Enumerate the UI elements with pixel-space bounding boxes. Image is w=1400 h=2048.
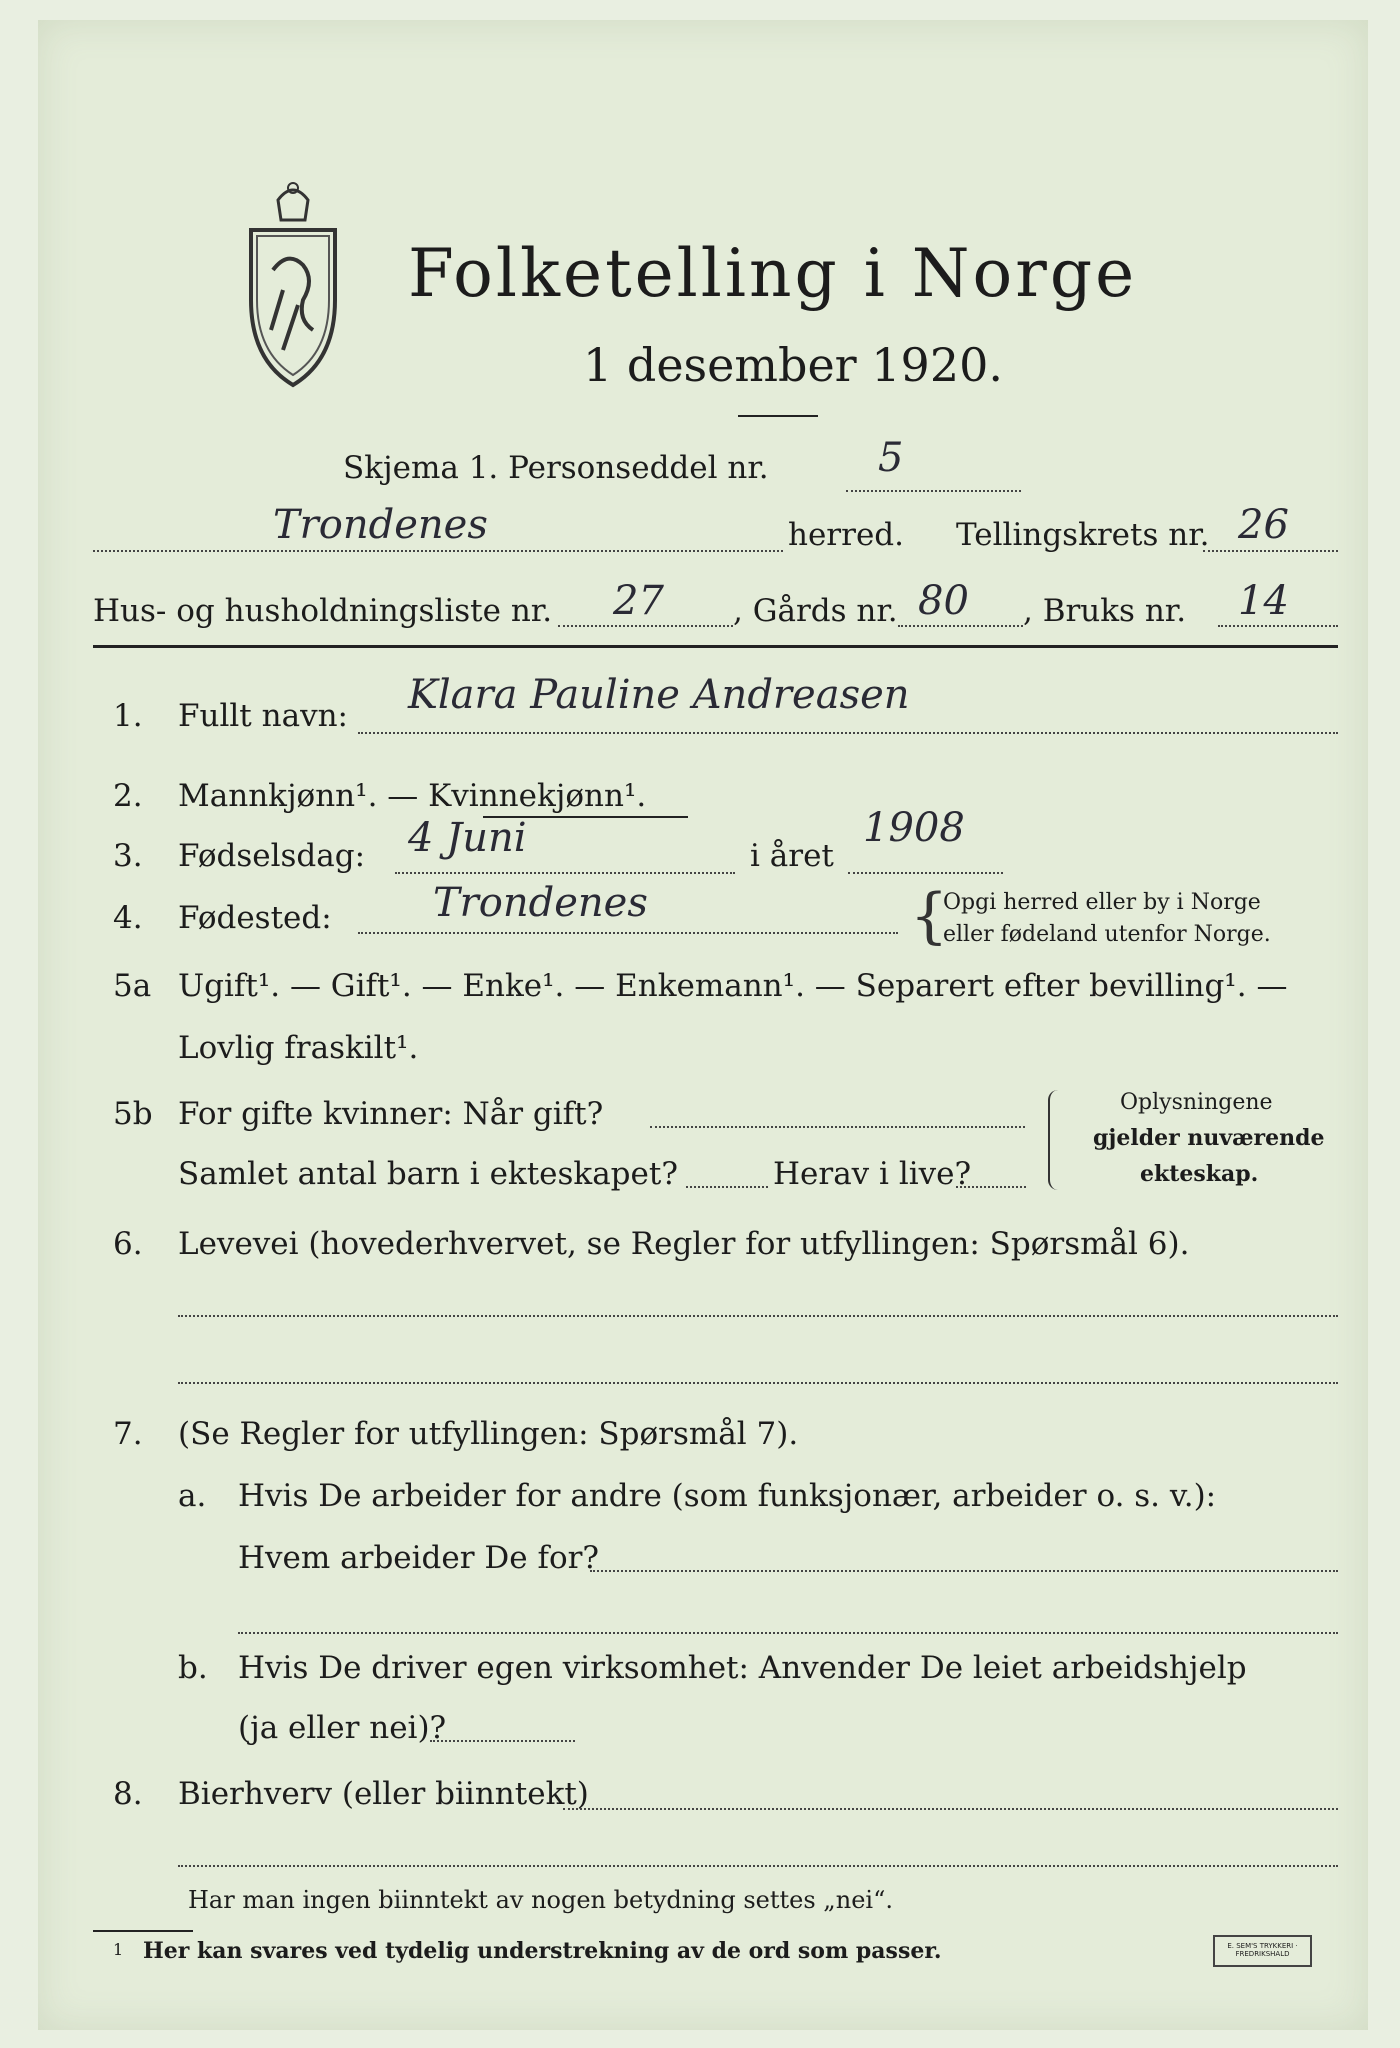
q3-label: Fødselsdag: [178, 838, 366, 874]
marital-options[interactable]: Ugift¹. — Gift¹. — Enke¹. — Enkemann¹. — Separert efter bevilling¹. — [178, 968, 1288, 1004]
year-label: i året [750, 838, 834, 874]
q1-number: 1. [113, 698, 143, 734]
alive-label: Herav i live? [773, 1156, 972, 1192]
skjema-label: Skjema 1. Personseddel nr. [343, 450, 769, 486]
married-when-field[interactable] [650, 1126, 1025, 1128]
birthplace-field[interactable] [358, 932, 898, 934]
gards-value: 80 [918, 578, 969, 624]
herred-value: Trondenes [273, 502, 488, 548]
census-form [38, 20, 1368, 2030]
title-rule [738, 415, 818, 417]
gender-options[interactable]: Mannkjønn¹. — Kvinnekjønn¹. [178, 778, 647, 814]
income-note: Har man ingen biinntekt av nogen betydning settes „nei“. [188, 1886, 893, 1914]
coat-of-arms-icon [243, 180, 343, 390]
livelihood-field-2[interactable] [178, 1382, 1338, 1384]
employer-field[interactable] [590, 1570, 1338, 1572]
note-bracket [1048, 1090, 1062, 1190]
gards-label: , Gårds nr. [733, 593, 898, 629]
herred-field[interactable] [93, 550, 783, 552]
marriage-note-2: gjelder nuværende [1093, 1125, 1325, 1151]
q7b-line2: (ja eller nei)? [238, 1710, 447, 1746]
q2-number: 2. [113, 778, 143, 814]
full-name-value: Klara Pauline Andreasen [408, 672, 910, 718]
bruks-field[interactable] [1218, 625, 1338, 627]
q3-number: 3. [113, 838, 143, 874]
q4-label: Fødested: [178, 900, 332, 936]
q6-number: 6. [113, 1226, 143, 1262]
employer-field-2[interactable] [238, 1632, 1338, 1634]
tellingskrets-value: 26 [1238, 502, 1289, 548]
footnote-text: Her kan svares ved tydelig understrekning av de ord som passer. [143, 1938, 942, 1964]
q7a-number: a. [178, 1478, 207, 1514]
birthplace-value: Trondenes [433, 880, 648, 926]
marriage-note-1: Oplysningene [1120, 1090, 1273, 1115]
q4-number: 4. [113, 900, 143, 936]
tellingskrets-label: Tellingskrets nr. [956, 517, 1210, 553]
children-field[interactable] [686, 1186, 768, 1188]
bruks-value: 14 [1238, 578, 1289, 624]
q1-label: Fullt navn: [178, 698, 348, 734]
footnote-divider [93, 1930, 193, 1932]
printer-stamp [1213, 1935, 1312, 1967]
q7-number: 7. [113, 1416, 143, 1452]
birthday-field[interactable] [395, 872, 735, 874]
q7-label: (Se Regler for utfyllingen: Spørsmål 7). [178, 1416, 799, 1452]
children-label: Samlet antal barn i ekteskapet? [178, 1156, 678, 1192]
marriage-note-3: ekteskap. [1140, 1161, 1259, 1187]
q7b-number: b. [178, 1650, 208, 1686]
q5b-label: For gifte kvinner: Når gift? [178, 1096, 604, 1132]
hired-help-field[interactable] [430, 1740, 575, 1742]
hus-label: Hus- og husholdningsliste nr. [93, 593, 553, 629]
q7a-line2: Hvem arbeider De for? [238, 1540, 600, 1576]
personseddel-value: 5 [878, 435, 904, 481]
herred-label: herred. [788, 517, 904, 553]
q6-label: Levevei (hovederhvervet, se Regler for utfyllingen: Spørsmål 6). [178, 1226, 1190, 1262]
birthplace-note-1: Opgi herred eller by i Norge [943, 890, 1261, 915]
q5b-number: 5b [113, 1096, 153, 1132]
q7b-line1: Hvis De driver egen virksomhet: Anvender De leiet arbeidshjelp [238, 1650, 1247, 1686]
birth-year-value: 1908 [863, 805, 965, 851]
personseddel-field[interactable] [846, 490, 1021, 492]
q8-label: Bierhverv (eller biinntekt) [178, 1776, 589, 1812]
tellingskrets-field[interactable] [1203, 550, 1338, 552]
gards-field[interactable] [898, 625, 1023, 627]
side-income-field[interactable] [563, 1808, 1338, 1810]
hus-field[interactable] [558, 625, 733, 627]
footnote-mark: 1 [113, 1940, 124, 1959]
census-date: 1 desember 1920. [583, 338, 1003, 392]
marital-options-2[interactable]: Lovlig fraskilt¹. [178, 1030, 419, 1066]
printer-text: E. SEM'S TRYKKERI · FREDRIKSHALD [1227, 1942, 1298, 1958]
page-title: Folketelling i Norge [408, 235, 1138, 312]
birthplace-note-2: eller fødeland utenfor Norge. [943, 922, 1271, 947]
alive-field[interactable] [956, 1186, 1026, 1188]
q5a-number: 5a [113, 968, 152, 1004]
full-name-field[interactable] [358, 732, 1338, 734]
livelihood-field-1[interactable] [178, 1315, 1338, 1317]
brace-icon: { [910, 881, 949, 951]
birthday-value: 4 Juni [408, 815, 527, 861]
q7a-line1: Hvis De arbeider for andre (som funksjonær, arbeider o. s. v.): [238, 1478, 1217, 1514]
q8-number: 8. [113, 1776, 143, 1812]
side-income-field-2[interactable] [178, 1865, 1338, 1867]
header-divider [93, 645, 1338, 648]
bruks-label: , Bruks nr. [1023, 593, 1187, 629]
hus-value: 27 [613, 578, 664, 624]
birth-year-field[interactable] [848, 872, 1003, 874]
